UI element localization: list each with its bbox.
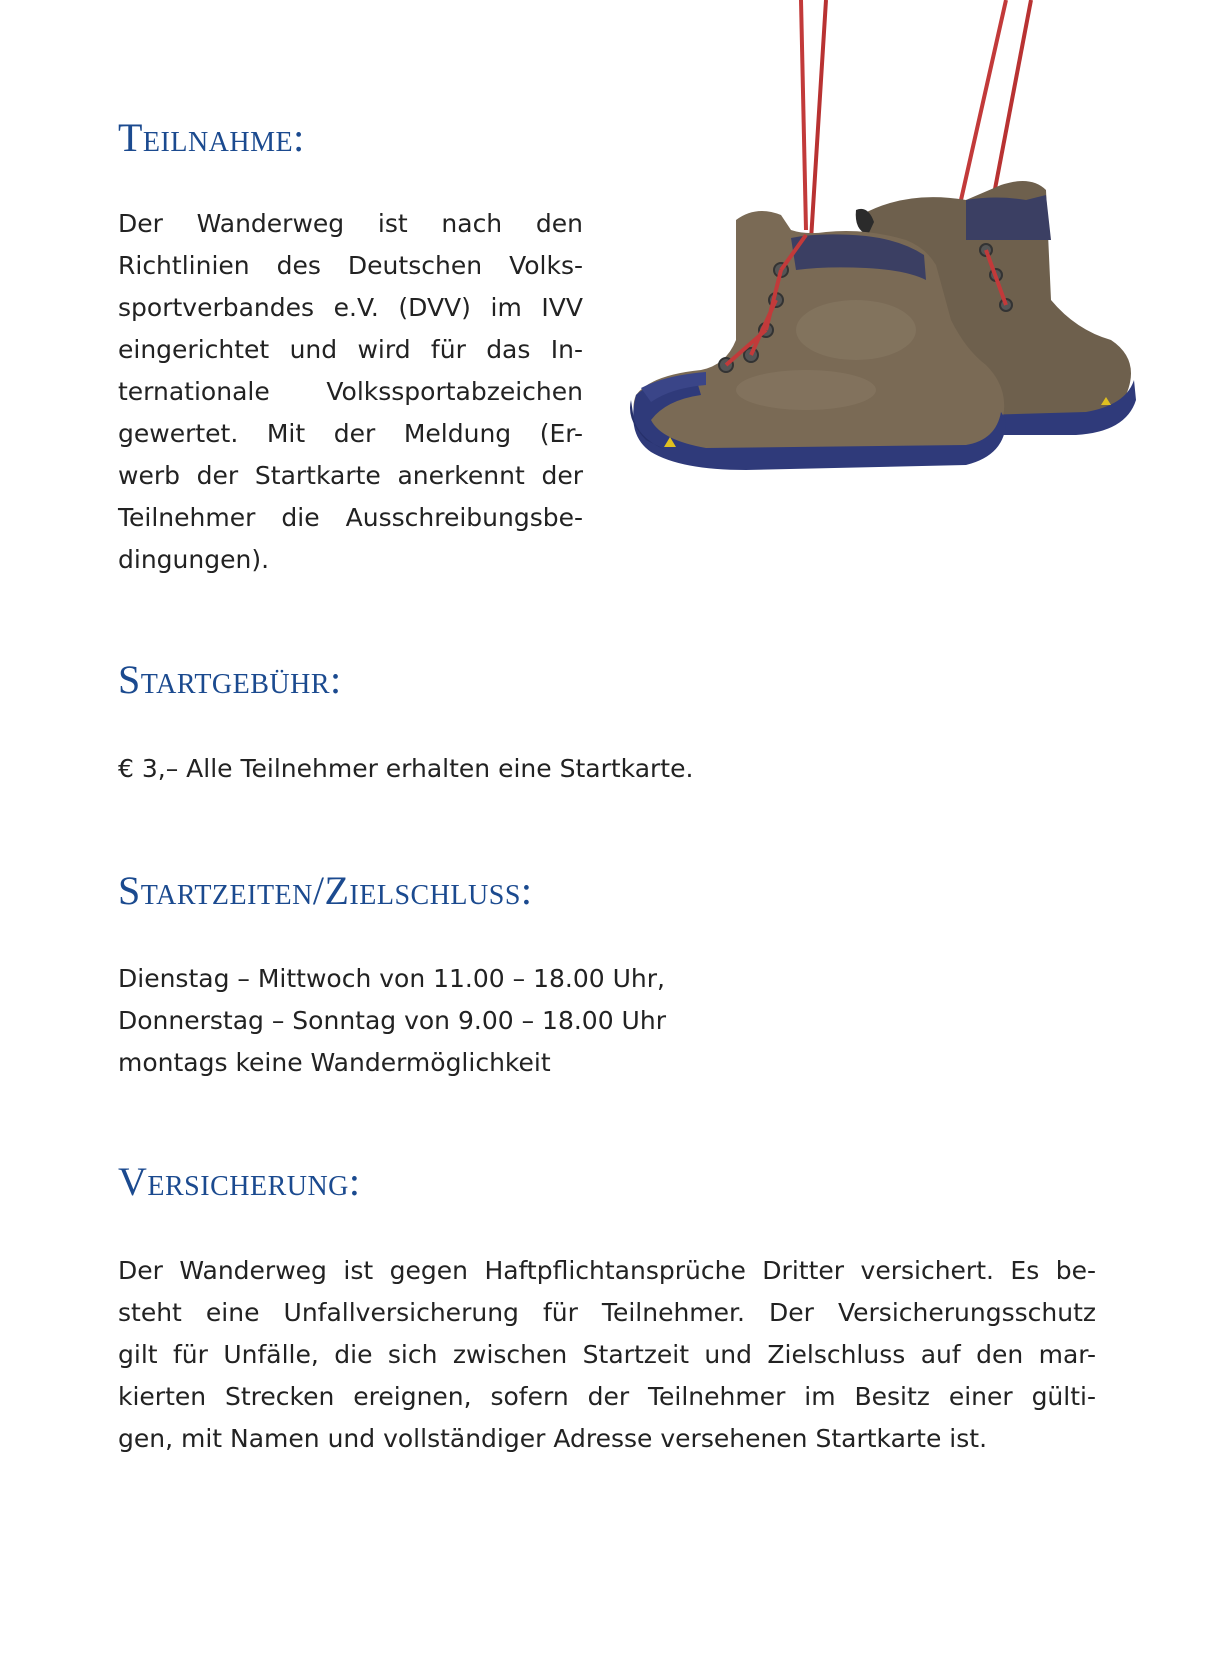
- heading-versicherung: Versicherung:: [118, 1159, 361, 1204]
- paragraph-line: eingerichtet und wird für das In-: [118, 335, 583, 364]
- paragraph-line: Der Wanderweg ist gegen Haftpflichtansprüche Dritter versichert. Es be-: [118, 1256, 1096, 1285]
- paragraph-startzeiten: [118, 958, 918, 1084]
- paragraph-line: montags keine Wandermöglichkeit: [118, 1048, 551, 1077]
- paragraph-line: € 3,– Alle Teilnehmer erhalten eine Startkarte.: [118, 754, 694, 783]
- paragraph-line: Donnerstag – Sonntag von 9.00 – 18.00 Uhr: [118, 1006, 666, 1035]
- paragraph-teilnahme: [118, 203, 583, 581]
- paragraph-versicherung: [118, 1250, 1096, 1460]
- paragraph-line: Richtlinien des Deutschen Volks-: [118, 251, 583, 280]
- paragraph-line: werb der Startkarte anerkennt der: [118, 461, 583, 490]
- paragraph-line: gewertet. Mit der Meldung (Er-: [118, 419, 583, 448]
- paragraph-line: sportverbandes e.V. (DVV) im IVV: [118, 293, 583, 322]
- paragraph-line: Der Wanderweg ist nach den: [118, 209, 583, 238]
- heading-startgebuehr: Startgebühr:: [118, 657, 342, 702]
- paragraph-line: Dienstag – Mittwoch von 11.00 – 18.00 Uhr,: [118, 964, 665, 993]
- paragraph-line: Teilnehmer die Ausschreibungsbe-: [118, 503, 583, 532]
- paragraph-line: steht eine Unfallversicherung für Teilnehmer. Der Versicherungsschutz: [118, 1298, 1096, 1327]
- heading-startzeiten: Startzeiten/Zielschluss:: [118, 868, 533, 913]
- hiking-boots-icon: [606, 0, 1166, 535]
- paragraph-line: gen, mit Namen und vollständiger Adresse versehenen Startkarte ist.: [118, 1424, 988, 1453]
- heading-teilnahme: Teilnahme:: [118, 115, 305, 160]
- paragraph-line: gilt für Unfälle, die sich zwischen Startzeit und Zielschluss auf den mar-: [118, 1340, 1096, 1369]
- paragraph-line: kierten Strecken ereignen, sofern der Teilnehmer im Besitz einer gülti-: [118, 1382, 1096, 1411]
- paragraph-startgebuehr: [118, 748, 918, 790]
- paragraph-line: dingungen).: [118, 545, 270, 574]
- paragraph-line: ternationale Volkssportabzeichen: [118, 377, 583, 406]
